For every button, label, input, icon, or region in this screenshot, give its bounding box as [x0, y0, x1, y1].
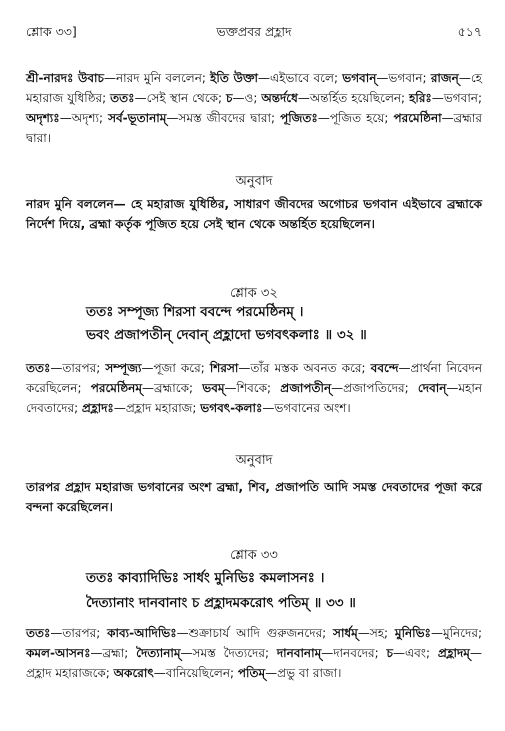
term-meaning: —প্রভু বা রাজা। — [265, 666, 342, 680]
sanskrit-term: ভগবৎ-কলাঃ — [200, 401, 263, 415]
sanskrit-term: দৈত্যানাম্ — [136, 646, 181, 660]
sanskrit-term: সার্ধম্ — [333, 626, 358, 640]
sanskrit-term: প্রজাপতীন্ — [280, 381, 332, 395]
term-meaning: —ভগবানের অংশ। — [262, 401, 351, 415]
sanskrit-term: ততঃ — [26, 626, 51, 640]
sanskrit-term: ভবম্ — [202, 381, 225, 395]
term-meaning: —এবং; — [392, 646, 438, 660]
sanskrit-term: শিরসা — [209, 361, 239, 375]
term-meaning: —ভগবান; — [376, 71, 431, 85]
term-meaning: —সহ; — [357, 626, 395, 640]
term-meaning: —সমস্ত দৈত্যদের; — [180, 646, 277, 660]
sanskrit-term: ততঃ — [26, 361, 51, 375]
term-meaning: —দানবদের; — [321, 646, 387, 660]
translation-heading: অনুবাদ — [235, 174, 273, 189]
term-meaning: —ও; — [232, 91, 262, 105]
term-meaning: —ভগবান; — [431, 91, 482, 105]
verse-32-line-1: ততঃ সম্পূজ্য শিরসা ববন্দে পরমেষ্ঠিনম্ । — [86, 304, 304, 320]
term-meaning: —এইভাবে বলে; — [257, 71, 343, 85]
sanskrit-term: ভগবান্ — [342, 71, 377, 85]
term-meaning: —সমস্ত জীবদের দ্বারা; — [166, 111, 281, 125]
translation-31: নারদ মুনি বললেন— হে মহারাজ যুধিষ্ঠির, সাধারণ জীবদের অগোচর ভগবান এইভাবে ব্রহ্মাকে নির্দেশ দিয়ে, ব্রহ্মা কর্তৃক পূজিত হয়ে সেই স্থান থেকে অন্তর্হিত হয়েছিলেন। — [26, 197, 482, 231]
sanskrit-term: চ — [226, 91, 233, 105]
translation-32: তারপর প্রহ্লাদ মহারাজ ভগবানের অংশ ব্রহ্মা, শিব, প্রজাপতি আদি সমস্ত দেবতাদের পূজা করে বন্দনা করেছিলেন। — [26, 480, 482, 514]
term-meaning: —ব্রহ্মা; — [90, 646, 137, 660]
sanskrit-term: হরিঃ — [409, 91, 432, 105]
synonyms-31 — [26, 68, 482, 148]
term-meaning: —পূজিত হয়ে; — [317, 111, 394, 125]
term-meaning: —তারপর; — [50, 626, 108, 640]
term-meaning: —প্রহ্লাদ মহারাজ; — [113, 401, 201, 415]
sanskrit-term: অকরোৎ — [113, 666, 154, 680]
sanskrit-term: পতিম্ — [237, 666, 266, 680]
header-chapter-title: ভক্তপ্রবর প্রহ্লাদ — [216, 24, 292, 39]
sanskrit-term: রাজন্ — [430, 71, 459, 85]
verse-32-title: শ্লোক ৩২ — [230, 286, 278, 301]
sanskrit-term: কমল-আসনঃ — [26, 646, 91, 660]
term-meaning: —হে মহারাজ যুধিষ্ঠির; — [26, 71, 482, 105]
term-meaning: —প্রজাপতিদের; — [331, 381, 418, 395]
term-meaning: —পূজা করে; — [141, 361, 210, 375]
term-meaning: —ব্রহ্মার দ্বারা। — [26, 111, 482, 145]
sanskrit-term: প্রহ্লাদঃ — [81, 401, 114, 415]
verse-33-title: শ্লোক ৩৩ — [230, 548, 278, 563]
term-meaning: —মুনিদের; — [430, 626, 482, 640]
synonyms-32 — [26, 358, 482, 418]
term-meaning: —ব্রহ্মাকে; — [142, 381, 203, 395]
sanskrit-term: ততঃ — [110, 91, 135, 105]
term-meaning: —শুক্রাচার্য আদি গুরুজনদের; — [176, 626, 334, 640]
term-meaning: —বানিয়েছিলেন; — [153, 666, 238, 680]
term-meaning: —নারদ মুনি বললেন; — [104, 71, 211, 85]
term-meaning: —সেই স্থান থেকে; — [134, 91, 227, 105]
term-meaning: —অদৃশ্য; — [59, 111, 109, 125]
synonyms-33 — [26, 623, 482, 683]
verse-32-line-2: ভবং প্রজাপতীন্ দেবান্ প্রহ্লাদো ভগবৎকলাঃ ॥ ৩২ ॥ — [86, 327, 367, 343]
sanskrit-term: পরমেষ্ঠিনম্ — [90, 381, 143, 395]
sanskrit-term: কাব্য-আদিভিঃ — [107, 626, 177, 640]
sanskrit-term: পরমেষ্ঠিনা — [393, 111, 442, 125]
sanskrit-term: দানবানাম্ — [276, 646, 322, 660]
sanskrit-term: সর্ব-ভূতানাম্ — [108, 111, 167, 125]
translation-heading: অনুবাদ — [235, 453, 273, 468]
term-meaning: —প্রার্থনা নিবেদন করেছিলেন; — [26, 361, 482, 395]
term-meaning: —মহান দেবতাদের; — [26, 381, 483, 415]
verse-33-line-2: দৈত্যানাং দানবানাং চ প্রহ্লাদমকরোৎ পতিম্ ॥ ৩৩ ॥ — [86, 595, 356, 611]
term-meaning: —অন্তর্হিত হয়েছিলেন; — [297, 91, 410, 105]
header-page-number: ৫১৭ — [457, 24, 482, 39]
sanskrit-term: শ্রী-নারদঃ উবাচ — [26, 71, 105, 85]
sanskrit-term: ববন্দে — [370, 361, 399, 375]
sanskrit-term: প্রহ্লাদম্ — [437, 646, 470, 660]
sanskrit-term: অন্তর্দধে — [261, 91, 298, 105]
header-verse-ref: শ্লোক ৩৩] — [26, 24, 77, 39]
running-header — [26, 24, 482, 46]
sanskrit-term: সম্পূজ্য — [105, 361, 142, 375]
sanskrit-term: দেবান্ — [417, 381, 447, 395]
sanskrit-term: পূজিতঃ — [280, 111, 318, 125]
term-meaning: —প্রহ্লাদ মহারাজকে; — [26, 646, 482, 680]
verse-33-line-1: ততঃ কাব্যাদিভিঃ সার্ধং মুনিভিঃ কমলাসনঃ । — [86, 570, 325, 586]
term-meaning: —তাঁর মস্তক অবনত করে; — [238, 361, 371, 375]
sanskrit-term: মুনিভিঃ — [394, 626, 431, 640]
sanskrit-term: অদৃশ্যঃ — [26, 111, 60, 125]
sanskrit-term: ইতি উক্তা — [210, 71, 258, 85]
sanskrit-term: চ — [386, 646, 393, 660]
term-meaning: —তারপর; — [50, 361, 106, 375]
term-meaning: —শিবকে; — [224, 381, 281, 395]
